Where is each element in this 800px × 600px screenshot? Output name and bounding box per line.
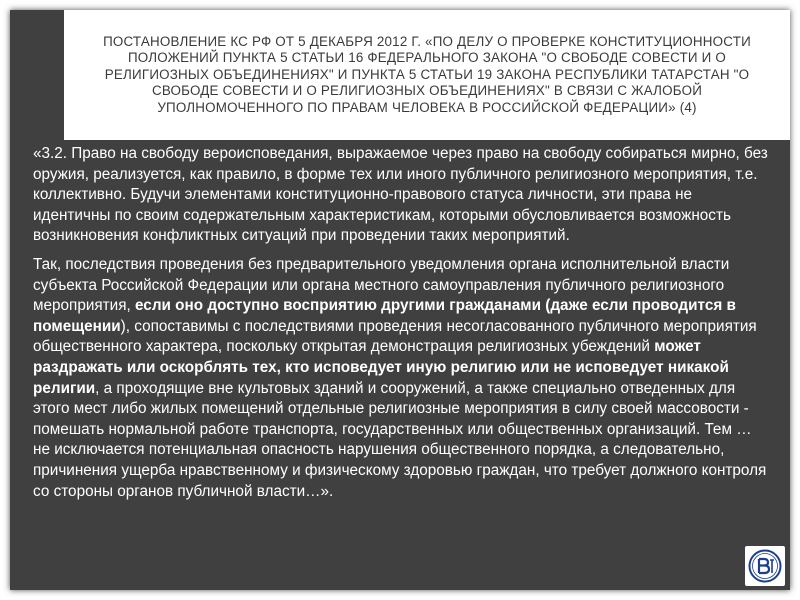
- title-band: [64, 10, 790, 140]
- paragraph-2: [33, 255, 768, 502]
- paragraph-1: «3.2. Право на свободу вероисповедания, выражаемое через право на свободу собираться мирно, без оружия, реализуется, как правило, в форме тех или иного публичного религиозного мероприятия, т.е. коллективно. Будучи элементами конституционно-правового статуса личности, эти права не идентичны по своим содержательным характеристикам, которыми обусловливается возможность возникновения конфликтных ситуаций при проведении таких мероприятий.: [33, 145, 768, 245]
- paragraph-2-bold-1: если оно доступно восприятию другими гражданами (даже если проводится в помещении: [33, 297, 736, 335]
- paragraph-2-text-2: ), сопоставимы с последствиями проведения несогласованного публичного мероприятия общественного характера, поскольку открытая демонстрация религиозных убеждений: [33, 317, 757, 356]
- slide-body: [33, 144, 768, 510]
- paragraph-2-text-3: , а проходящие вне культовых зданий и сооружений, а также специально отведенных для этого мест либо жилых помещений отдельные религиозные мероприятия в силу своей массовости - помешать нормальной работе транспорта, государственных или общественных организаций. Тем … не исключается потенциальная опасность нарушения общественного порядка, а следовательно, причинения ущерба нравственному и физическому здоровью граждан, что требует должного контроля со стороны органов публичной власти…».: [33, 379, 767, 500]
- slide: [10, 10, 790, 590]
- paragraph-2-bold-2: может раздражать или оскорблять тех, кто исповедует иную религию или не исповедует никакой религии: [33, 338, 729, 397]
- slide-title: ПОСТАНОВЛЕНИЕ КС РФ ОТ 5 ДЕКАБРЯ 2012 Г. «ПО ДЕЛУ О ПРОВЕРКЕ КОНСТИТУЦИОННОСТИ ПОЛОЖЕНИЙ ПУНКТА 5 СТАТЬИ 16 ФЕДЕРАЛЬНОГО ЗАКОНА "О СВОБОДЕ СОВЕСТИ И О РЕЛИГИОЗНЫХ ОБЪЕДИНЕНИЯХ" И ПУНКТА 5 СТАТЬИ 19 ЗАКОНА РЕСПУБЛИКИ ТАТАРСТАН "О СВОБОДЕ СОВЕСТИ И О РЕЛИГИОЗНЫХ ОБЪЕДИНЕНИЯХ" В СВЯЗИ С ЖАЛОБОЙ УПОЛНОМОЧЕННОГО ПО ПРАВАМ ЧЕЛОВЕКА В РОССИЙСКОЙ ФЕДЕРАЦИИ» (4): [103, 33, 751, 115]
- paragraph-2-text-1: Так, последствия проведения без предварительного уведомления органа исполнительной власти субъекта Российской Федерации или органа местного самоуправления публичного религиозного мероприятия,: [33, 255, 730, 315]
- hse-logo-icon: [748, 549, 782, 583]
- hse-logo: [745, 546, 785, 586]
